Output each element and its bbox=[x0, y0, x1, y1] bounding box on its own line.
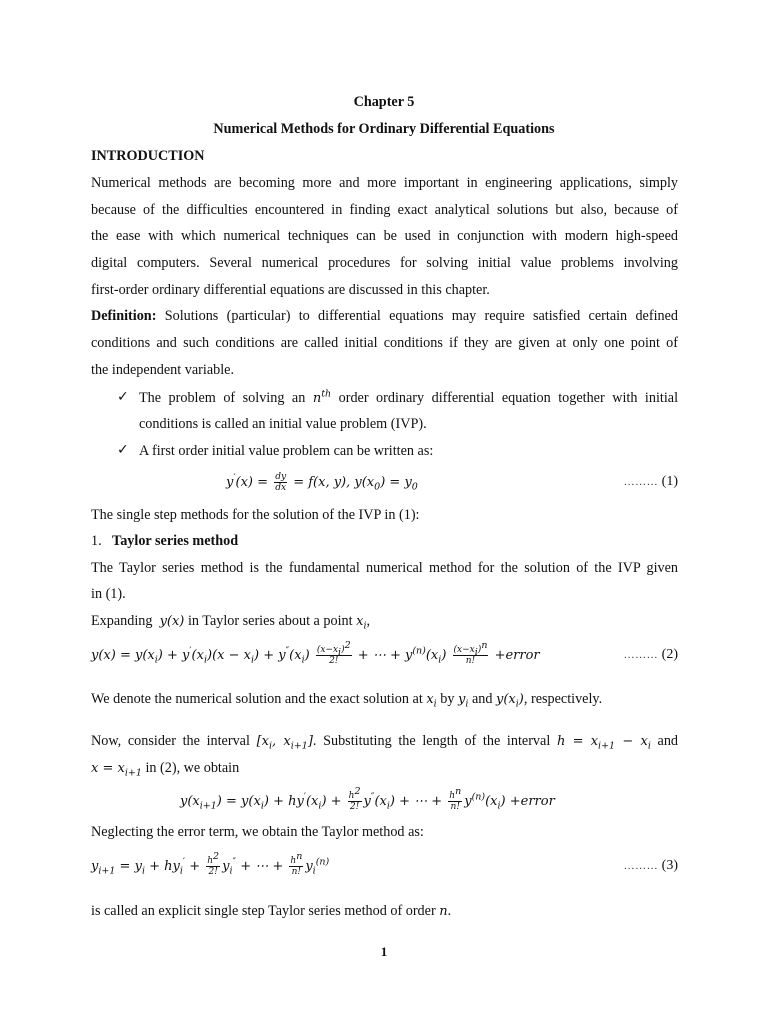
intro-line: because of the difficulties encountered in finding exact analytical solutions but also, because of bbox=[91, 202, 678, 218]
called-line: is called an explicit single step Taylor series method of order n. bbox=[91, 903, 452, 919]
nth-math: $n^{th}$ bbox=[312, 388, 332, 406]
checkmark-icon: ✓ bbox=[117, 389, 129, 405]
equation-number: ……… (1) bbox=[623, 474, 678, 489]
intro-line: first-order ordinary differential equations are discussed in this chapter. bbox=[91, 282, 490, 298]
section-heading-introduction: INTRODUCTION bbox=[91, 148, 205, 164]
bullet-text: conditions is called an initial value problem (IVP). bbox=[139, 416, 427, 432]
definition-line: the independent variable. bbox=[91, 362, 234, 378]
intro-line: Numerical methods are becoming more and more important in engineering applications, simply bbox=[91, 175, 678, 191]
equation-taylor-step: $y(x_{i+1}) = y(x_i) + hy'(x_i)$ + $\frac{h^2}{2!}$ $y''(x_i)$ + ⋯ + $\frac{h^n}{n!}$ $y^{(n)}(x_i)$ +error bbox=[180, 786, 555, 812]
definition-line: conditions and such conditions are called initial conditions if they are given at only one point of bbox=[91, 335, 678, 351]
equation-1: y′(x) = $\frac{dy}{dx}$ = f(x, y), $y(x_0) = y_0$ bbox=[226, 472, 418, 493]
taylor-desc-line: in (1). bbox=[91, 586, 126, 602]
taylor-heading: 1. Taylor series method bbox=[91, 533, 239, 549]
equation-number: ……… (2) bbox=[623, 647, 678, 662]
checkmark-icon: ✓ bbox=[117, 442, 129, 458]
expanding-line: Expanding y(x) in Taylor series about a point $x_i$, bbox=[91, 613, 371, 632]
intro-line: the ease with which numerical techniques can be used in conjunction with modern high-speed bbox=[91, 228, 678, 244]
definition-text: Solutions (particular) to differential equations may require satisfied certain defined bbox=[164, 308, 678, 324]
interval-line: $x = x_{i+1}$ in (2), we obtain bbox=[91, 760, 240, 779]
interval-line: Now, consider the interval [$x_i$, $x_{i+1}$]. Substituting the length of the interval $h = x_{i+1} - x_i$ and bbox=[91, 733, 679, 752]
document-title: Numerical Methods for Ordinary Differential Equations bbox=[213, 121, 555, 137]
bullet-text: The problem of solving an bbox=[139, 390, 306, 406]
bullet-text: A first order initial value problem can be written as: bbox=[139, 443, 434, 459]
taylor-desc-line: The Taylor series method is the fundamental numerical method for the solution of the IVP given bbox=[91, 560, 678, 576]
neglect-line: Neglecting the error term, we obtain the Taylor method as: bbox=[91, 824, 424, 840]
bullet-ivp-definition bbox=[139, 389, 678, 408]
intro-line: digital computers. Several numerical procedures for solving initial value problems involving bbox=[91, 255, 678, 271]
equation-3: $y_{i+1} = y_i + hy_i'$ + $\frac{h^2}{2!}$ $y_i''$ + ⋯ + $\frac{h^n}{n!}$ $y_i^{(n)}$ bbox=[91, 851, 330, 877]
definition-label: Definition: bbox=[91, 308, 157, 324]
equation-number: ……… (3) bbox=[623, 858, 678, 873]
denote-line: We denote the numerical solution and the exact solution at $x_i$ by $y_i$ and $y(x_i)$, respectively. bbox=[91, 691, 603, 710]
definition-line bbox=[91, 307, 678, 325]
bullet-text: order ordinary differential equation together with initial bbox=[338, 390, 679, 406]
page-number: 1 bbox=[380, 944, 388, 959]
chapter-label: Chapter 5 bbox=[353, 94, 415, 110]
equation-2: $y(x) = y(x_i) + y'(x_i)(x - x_i) + y''(x_i)$ $\frac{(x-x_i)^2}{2!}$ + ⋯ + $y^{(n)}(x_i)$ $\frac{(x-x_i)^n}{n!}$ +error bbox=[91, 640, 540, 666]
single-step-text: The single step methods for the solution of the IVP in (1): bbox=[91, 507, 420, 523]
